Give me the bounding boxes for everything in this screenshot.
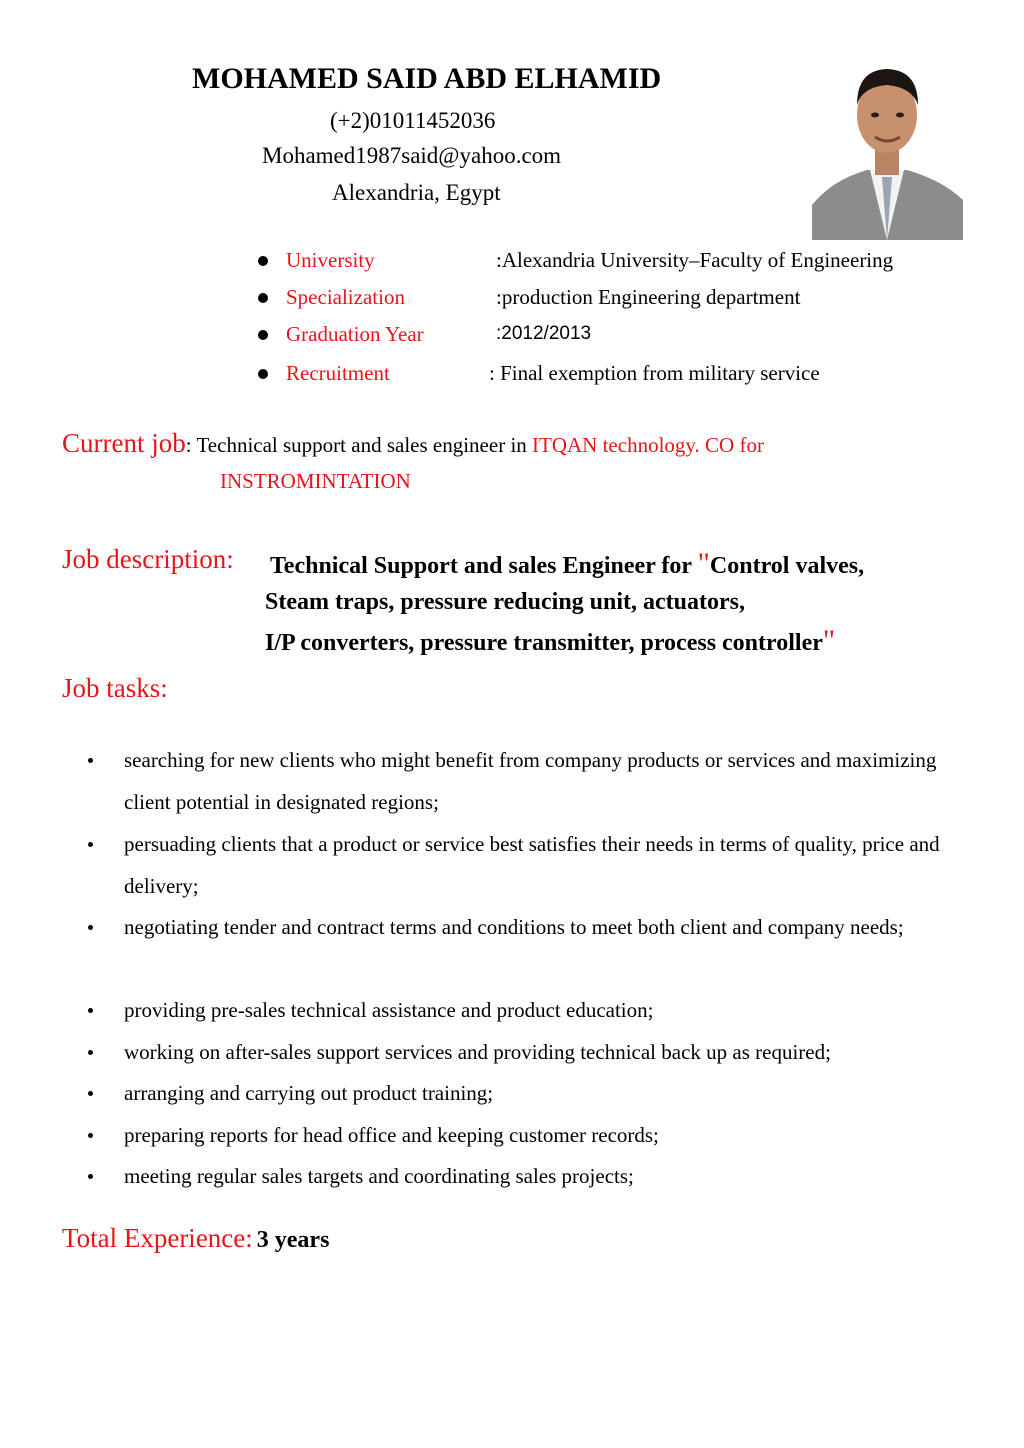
list-item — [88, 823, 968, 907]
current-job-colon: : — [185, 433, 192, 457]
list-item — [88, 739, 968, 823]
current-job-heading: Current job — [62, 428, 186, 458]
close-quote: " — [822, 624, 836, 657]
job-description-text: I/P converters, pressure transmitter, process controller — [265, 630, 823, 656]
education-value: :production Engineering department — [496, 285, 801, 309]
list-item — [88, 906, 968, 948]
task-text: negotiating tender and contract terms and conditions to meet both client and company needs; — [124, 915, 904, 939]
task-text: meeting regular sales targets and coordinating sales projects; — [124, 1164, 634, 1188]
education-item — [258, 322, 958, 348]
current-job-company: ITQAN technology. CO for — [532, 433, 764, 457]
list-item — [88, 1072, 968, 1114]
bullet-icon — [88, 1133, 93, 1138]
job-description-line3 — [265, 624, 835, 658]
candidate-name: MOHAMED SAID ABD ELHAMID — [192, 62, 662, 95]
education-value: : Final exemption from military service — [489, 361, 820, 385]
education-item — [258, 361, 958, 387]
bullet-icon — [88, 758, 93, 763]
task-text: providing pre-sales technical assistance and product education; — [124, 998, 654, 1022]
current-job-section — [62, 428, 764, 459]
open-quote: " — [697, 547, 710, 580]
bullet-icon — [88, 1008, 93, 1013]
email-address: Mohamed1987said@yahoo.com — [262, 143, 562, 168]
education-value: :Alexandria University–Faculty of Engineering — [496, 248, 894, 272]
education-label: University — [286, 248, 375, 272]
list-item — [88, 1114, 968, 1156]
job-description-line2: Steam traps, pressure reducing unit, actuators, — [265, 589, 745, 615]
current-job-text: Technical support and sales engineer in — [191, 433, 533, 457]
bullet-icon — [88, 1050, 93, 1055]
education-label: Specialization — [286, 285, 405, 309]
task-text: working on after-sales support services and providing technical back up as required; — [124, 1040, 831, 1064]
list-item — [88, 1155, 968, 1197]
total-experience — [62, 1223, 329, 1254]
bullet-icon — [258, 369, 268, 379]
education-item — [258, 285, 958, 311]
list-item — [88, 1031, 968, 1073]
bullet-icon — [88, 1091, 93, 1096]
bullet-icon — [88, 925, 93, 930]
person-photo-icon — [812, 55, 963, 240]
task-text: arranging and carrying out product training; — [124, 1081, 494, 1105]
bullet-icon — [258, 330, 268, 340]
task-text: persuading clients that a product or service best satisfies their needs in terms of quality, price and delivery; — [124, 832, 940, 898]
profile-photo — [812, 55, 963, 240]
location: Alexandria, Egypt — [332, 180, 501, 205]
education-label: Graduation Year — [286, 322, 424, 346]
education-item — [258, 248, 958, 274]
phone-number: (+2)01011452036 — [330, 108, 496, 133]
job-description-heading-line — [62, 544, 234, 575]
education-value: :2012/2013 — [496, 323, 592, 344]
list-item — [88, 989, 968, 1031]
current-job-company-cont: INSTROMINTATION — [220, 469, 411, 493]
bullet-icon — [88, 842, 93, 847]
task-text: preparing reports for head office and keeping customer records; — [124, 1123, 659, 1147]
job-description-line1 — [270, 547, 864, 581]
total-experience-value: 3 years — [256, 1227, 330, 1253]
bullet-icon — [88, 1174, 93, 1179]
total-experience-heading: Total Experience: — [62, 1223, 253, 1253]
education-label: Recruitment — [286, 361, 390, 385]
job-tasks-heading: Job tasks: — [62, 673, 168, 703]
job-description-text-end: Control valves, — [709, 553, 865, 579]
bullet-icon — [258, 293, 268, 303]
job-description-text: Technical Support and sales Engineer for — [270, 553, 698, 579]
job-description-heading: Job description: — [62, 544, 234, 574]
bullet-icon — [258, 256, 268, 266]
task-text: searching for new clients who might benefit from company products or services and maximizing client potential in designated regions; — [124, 748, 937, 814]
